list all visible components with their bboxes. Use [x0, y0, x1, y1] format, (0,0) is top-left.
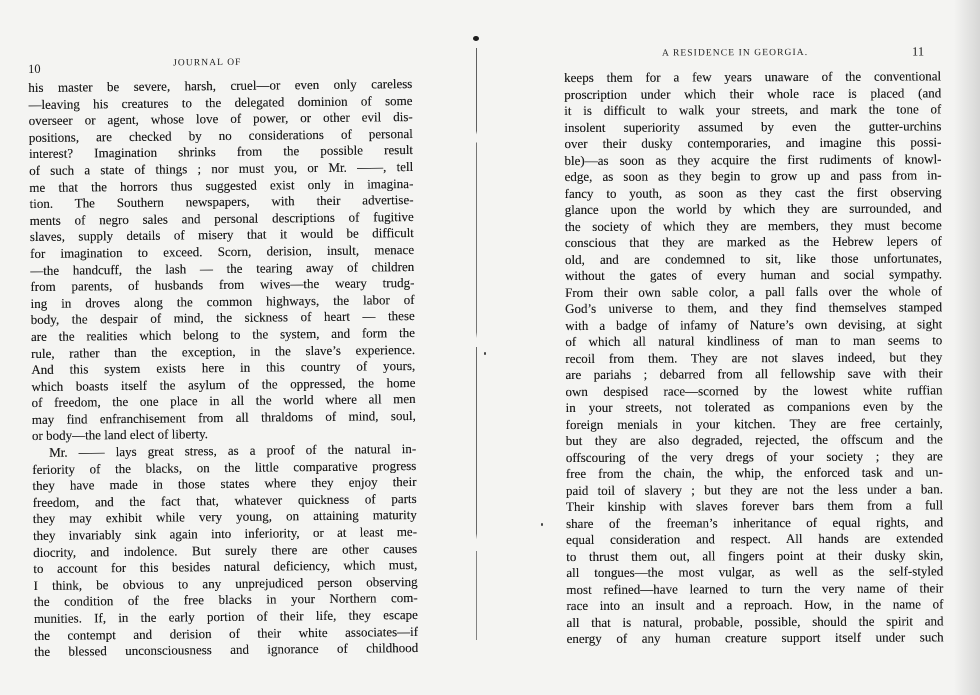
text-line: from parents, of husbands from wives—the weary trudg-	[30, 275, 415, 295]
page-number-right: 11	[912, 44, 925, 59]
text-line: recoil from them. They are not slaves indeed, but they	[565, 348, 943, 366]
text-line: From their own sable color, a pall falls over the whole of	[565, 282, 943, 300]
text-line: the contempt and derision of their white associates—if	[33, 623, 419, 643]
text-line: but they are also degraded, rejected, the offscum and the	[565, 431, 943, 448]
text-line: —leaving his creatures to the delegated dominion of some	[28, 92, 413, 112]
text-line: rule, rather than the exception, in the slave’s experience.	[31, 341, 416, 361]
text-line: without the gates of every human and social sympathy.	[564, 266, 943, 283]
text-line: fancy to youth, as soon as they cast the first observing	[564, 183, 942, 201]
text-line: race into an insult and a reproach. How, in the name of	[566, 596, 944, 613]
text-line: of such a state of things ; nor must you, or Mr. ——, tell	[29, 158, 414, 178]
text-line: Mr. —— lays great stress, as a proof of the natural in-	[49, 441, 417, 460]
text-line: interest? Imagination shrinks from the possible result	[28, 142, 414, 162]
text-line: old, and are condemned to sit, like those unfortunates,	[564, 249, 942, 267]
text-line: they invariably sink again into inferiority, or at least me-	[32, 523, 418, 544]
text-line: which boasts itself the asylum of the oppressed, the home	[31, 374, 416, 394]
text-line: of freedom, the one place in all the world where all men	[31, 391, 416, 411]
text-line: paid toil of slavery ; but they are not the less under a ban.	[565, 480, 943, 498]
running-head-left: JOURNAL OF	[173, 57, 242, 69]
text-line: over their dusky contemporaries, and imagine this possi-	[564, 134, 942, 151]
right-page	[564, 42, 944, 656]
text-line: to account for this besides natural deficiency, which must,	[33, 557, 418, 577]
text-line: keeps them for a few years unaware of the conventional	[564, 68, 942, 85]
text-line: are the realities which belong to the system, and form the	[30, 324, 415, 344]
text-line: foreign menials in your kitchen. They are free certainly,	[565, 414, 943, 432]
text-line: insolent superiority assumed by even the gutter-urchins	[564, 117, 942, 135]
text-line: all that is natural, probable, possible, should the spirit and	[566, 612, 944, 630]
left-page	[28, 52, 418, 668]
text-line: ble)—as soon as they acquire the first rudiments of knowl-	[564, 150, 942, 168]
text-line: the society of which they are members, they must become	[564, 216, 942, 234]
text-line: positions, are checked by no considerations of personal	[28, 125, 413, 145]
text-line: most refined—have learned to turn the very name of their	[566, 579, 944, 597]
scan-speck	[484, 352, 486, 355]
page-edge-shadow	[954, 0, 980, 695]
text-line: And this system exists here in this country of yours,	[31, 358, 416, 378]
gutter-fold-line	[476, 48, 477, 640]
right-page-text	[564, 68, 944, 647]
text-line: energy of any human creature support itself under such	[566, 629, 944, 646]
text-line: diocrity, and indolence. But surely there are other causes	[33, 540, 418, 560]
text-line: free from the chain, the whip, the enforced task and un-	[565, 464, 943, 481]
text-line: own despised race—scorned by the lowest white ruffian	[565, 381, 943, 399]
text-line: in your streets, not tolerated as companions even by the	[565, 398, 943, 415]
text-line: slaves, supply details of misery that it would be difficult	[29, 225, 414, 245]
text-line: to thrust them out, all fingers point at their dusky skin,	[566, 546, 944, 564]
text-line: overseer or agent, whose love of power, or other evil dis-	[28, 109, 413, 129]
gutter-dot	[473, 36, 479, 41]
text-line: are pariahs ; debarred from all fellowship save with their	[565, 365, 943, 382]
text-line: feriority of the blacks, on the little comparative progress	[32, 457, 417, 477]
text-line: conscious that they are marked as the Hebrew lepers of	[564, 233, 942, 250]
text-line: of which all natural kindliness of man to man seems to	[565, 332, 943, 349]
text-line: ments of negro sales and personal descriptions of fugitive	[29, 208, 414, 228]
text-line: munities. If, in the early portion of their life, they escape	[33, 606, 418, 626]
text-line: me that the horrors thus suggested exist only in imagina-	[29, 175, 414, 195]
text-line: I think, be obvious to any unprejudiced person observing	[33, 573, 418, 593]
text-line: Their kinship with slaves forever bars them from a full	[565, 497, 944, 514]
text-line: they may exhibit while very young, on attaining maturity	[32, 507, 417, 527]
text-line: edge, as soon as they begin to grow up and pass from in-	[564, 167, 942, 184]
text-line: the condition of the free blacks in your Northern com-	[33, 590, 418, 610]
text-line: his master be severe, harsh, cruel—or even only careless	[28, 75, 413, 95]
text-line: —the handcuff, the lash — the tearing away of children	[30, 258, 415, 278]
text-line: it is difficult to walk your streets, and mark the tone of	[564, 101, 942, 118]
text-line: with a badge of infamy of Nature’s own devising, at sight	[565, 315, 943, 333]
text-line: offscouring of the very dregs of your society ; they are	[565, 447, 943, 465]
text-line: or body—the land elect of liberty.	[31, 426, 209, 444]
page-number-left: 10	[28, 61, 41, 76]
text-line: God’s universe to them, and they find themselves stamped	[565, 299, 943, 316]
text-line: for imagination to exceed. Scorn, derision, insult, menace	[29, 241, 415, 261]
text-line: share of the freeman’s inheritance of equal rights, and	[566, 513, 944, 531]
running-head-right: A RESIDENCE IN GEORGIA.	[662, 47, 809, 59]
left-page-text	[28, 76, 418, 661]
text-line: equal consideration and respect. All hands are extended	[566, 530, 944, 547]
text-line: they have made in those states where they enjoy their	[32, 474, 417, 494]
text-line: proscription under which their whole race is placed (and	[564, 84, 942, 102]
text-line: freedom, and the fact that, whatever quickness of parts	[32, 490, 417, 510]
text-line: may find enfranchisement from all thraldoms of mind, soul,	[31, 407, 416, 427]
text-line: body, the despair of mind, the sickness of heart — these	[30, 308, 415, 328]
text-line: ing in droves along the common highways, the labor of	[30, 291, 415, 311]
text-line: glance upon the world by which they are surrounded, and	[564, 200, 942, 217]
text-line: tion. The Southern newspapers, with their advertise-	[29, 192, 414, 212]
text-line: the blessed unconsciousness and ignorance of childhood	[34, 640, 419, 660]
text-line: all tongues—the most vulgar, as well as the self-styled	[566, 563, 944, 580]
scan-speck	[541, 523, 543, 526]
